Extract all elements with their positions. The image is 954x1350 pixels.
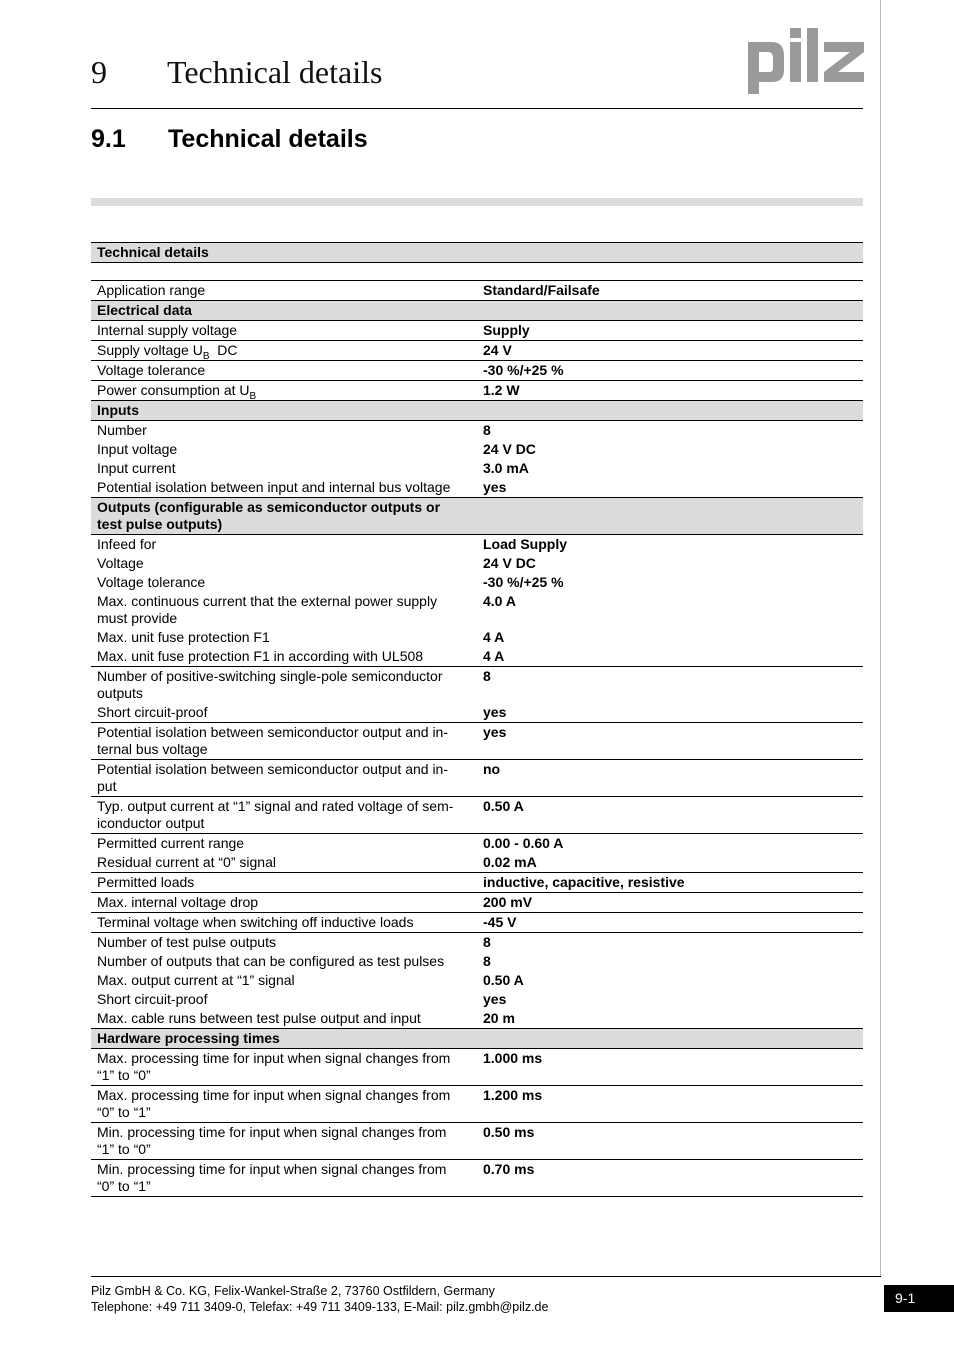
- row-label: Infeed for: [97, 536, 157, 552]
- row-label: [91, 1086, 477, 1123]
- technical-details-table: [91, 242, 863, 1197]
- row-value: -30 %/+25 %: [477, 361, 863, 381]
- row-value: Supply: [483, 322, 530, 338]
- table-row: [91, 760, 863, 797]
- table-row: [91, 592, 863, 628]
- row-value: 0.02 mA: [483, 854, 537, 870]
- footer-rule: [91, 1276, 881, 1277]
- section-divider-bar: [91, 198, 863, 206]
- row-value: 24 V DC: [483, 441, 536, 457]
- group-header-label: Electrical data: [91, 301, 863, 321]
- chapter-title: Technical details: [167, 54, 383, 90]
- table-row: [91, 281, 863, 301]
- table-row: [91, 990, 863, 1009]
- row-value: 4 A: [483, 648, 505, 664]
- label-line: “0” to “1”: [97, 1104, 151, 1120]
- table-row: [91, 628, 863, 647]
- row-label: Input voltage: [97, 441, 178, 457]
- row-value: 0.00 - 0.60 A: [477, 834, 863, 854]
- group-header-inputs: [91, 401, 863, 421]
- row-value: 24 V DC: [483, 555, 536, 571]
- row-value: 20 m: [483, 1010, 515, 1026]
- row-label: Max. unit fuse protection F1 in according with UL508: [97, 648, 424, 664]
- page-number: 9-1: [884, 1285, 954, 1312]
- table-row: [91, 440, 863, 459]
- row-value: 1.200 ms: [477, 1086, 863, 1123]
- section-number: 9.1: [91, 125, 126, 153]
- header-line: Outputs (configurable as semiconductor outputs or: [97, 499, 441, 515]
- table-row: [91, 459, 863, 478]
- table-row: [91, 797, 863, 834]
- row-value: Load Supply: [483, 536, 567, 552]
- row-value: 0.50 A: [483, 972, 524, 988]
- row-label: Short circuit-proof: [97, 991, 208, 1007]
- row-label: Permitted current range: [91, 834, 477, 854]
- row-label: Max. unit fuse protection F1: [97, 629, 270, 645]
- table-row: [91, 1049, 863, 1086]
- row-label: Potential isolation between input and internal bus voltage: [97, 479, 451, 495]
- table-row: [91, 933, 863, 953]
- table-row: [91, 1086, 863, 1123]
- table-row: [91, 341, 863, 361]
- row-label: Terminal voltage when switching off inductive loads: [91, 913, 477, 933]
- row-value: 8: [477, 933, 863, 953]
- group-header-label: [91, 498, 477, 535]
- table-row: [91, 1009, 863, 1029]
- table-row: [91, 913, 863, 933]
- label-suffix: DC: [209, 342, 238, 358]
- spacer-row: [91, 263, 863, 281]
- table-row: [91, 703, 863, 723]
- row-value: 1.2 W: [477, 381, 863, 401]
- row-value: inductive, capacitive, resistive: [477, 873, 863, 893]
- row-value: 4.0 A: [483, 593, 516, 609]
- row-value: 8: [483, 422, 491, 438]
- table-row: [91, 321, 863, 341]
- group-header-label: Inputs: [91, 401, 863, 421]
- row-label: Voltage: [97, 555, 144, 571]
- row-label: [91, 797, 477, 834]
- footer-address: Pilz GmbH & Co. KG, Felix-Wankel-Straße 2, 73760 Ostfildern, Germany: [91, 1284, 495, 1298]
- row-value: Standard/Failsafe: [477, 281, 863, 301]
- row-label: [91, 667, 477, 704]
- table-row: [91, 952, 863, 971]
- row-label: [91, 592, 477, 628]
- label-line: “1” to “0”: [97, 1141, 151, 1157]
- table-row: [91, 1160, 863, 1197]
- label-line: outputs: [97, 685, 143, 701]
- table-row: [91, 478, 863, 498]
- row-value: 24 V: [477, 341, 863, 361]
- table-row: [91, 647, 863, 667]
- row-value: 1.000 ms: [483, 1050, 543, 1066]
- row-label: Number: [97, 422, 147, 438]
- table-row: [91, 361, 863, 381]
- row-label: Max. internal voltage drop: [91, 893, 477, 913]
- row-label: [91, 1123, 477, 1160]
- table-row: [91, 573, 863, 592]
- group-header-processing: [91, 1029, 863, 1049]
- footer: [91, 1283, 548, 1315]
- label-line: Max. processing time for input when signal changes from: [97, 1087, 451, 1103]
- header-blank: [477, 498, 863, 535]
- label-line: Typ. output current at “1” signal and rated voltage of sem-: [97, 798, 454, 814]
- pilz-logo: [746, 28, 866, 96]
- label-line: Potential isolation between semiconductor output and in-: [97, 724, 448, 740]
- label-line: Potential isolation between semiconductor output and in-: [97, 761, 448, 777]
- table-title-row: [91, 243, 863, 263]
- table-row: [91, 667, 863, 704]
- label-line: ternal bus voltage: [97, 741, 208, 757]
- row-value: yes: [477, 723, 863, 760]
- label-line: Number of positive-switching single-pole semiconductor: [97, 668, 443, 684]
- row-value: yes: [483, 704, 507, 720]
- row-label: Internal supply voltage: [97, 322, 238, 338]
- row-value: 0.50 ms: [477, 1123, 863, 1160]
- page-margin-rule: [880, 0, 881, 1276]
- label-line: Min. processing time for input when signal changes from: [97, 1124, 447, 1140]
- row-label: Number of outputs that can be configured as test pulses: [97, 953, 445, 969]
- table-row: [91, 1123, 863, 1160]
- table-row: [91, 834, 863, 854]
- label-line: Min. processing time for input when signal changes from: [97, 1161, 447, 1177]
- row-label: [91, 1160, 477, 1197]
- row-value: 0.70 ms: [477, 1160, 863, 1197]
- chapter-number: 9: [91, 54, 107, 90]
- section-heading: [91, 124, 368, 154]
- row-value: yes: [483, 991, 507, 1007]
- row-label: Number of test pulse outputs: [91, 933, 477, 953]
- label-line: put: [97, 778, 117, 794]
- section-title: Technical details: [168, 125, 368, 153]
- row-label: Max. cable runs between test pulse output and input: [97, 1010, 421, 1026]
- table-row: [91, 723, 863, 760]
- row-value: 4 A: [483, 629, 505, 645]
- label-text: Power consumption at U: [97, 382, 250, 398]
- row-value: -30 %/+25 %: [483, 574, 564, 590]
- row-value: -45 V: [477, 913, 863, 933]
- row-value: yes: [483, 479, 507, 495]
- table-row: [91, 554, 863, 573]
- table-row: [91, 535, 863, 555]
- row-value: 200 mV: [477, 893, 863, 913]
- row-label: [91, 760, 477, 797]
- row-value: no: [477, 760, 863, 797]
- row-label: [91, 1049, 477, 1086]
- header-line: test pulse outputs): [97, 516, 223, 532]
- label-line: iconductor output: [97, 815, 205, 831]
- row-label: [91, 381, 477, 401]
- table-row: [91, 873, 863, 893]
- table-row: [91, 971, 863, 990]
- group-header-outputs: [91, 498, 863, 535]
- label-line: must provide: [97, 610, 178, 626]
- label-subscript: B: [202, 350, 210, 362]
- row-value: 8: [483, 953, 491, 969]
- row-label: Input current: [97, 460, 176, 476]
- row-value: 8: [477, 667, 863, 704]
- table-row: [91, 421, 863, 441]
- row-label: Residual current at “0” signal: [97, 854, 276, 870]
- label-line: “1” to “0”: [97, 1067, 151, 1083]
- row-value: 3.0 mA: [483, 460, 529, 476]
- row-label: [91, 341, 477, 361]
- row-label: Short circuit-proof: [97, 704, 208, 720]
- table-row: [91, 853, 863, 873]
- header-rule: [91, 108, 863, 109]
- row-value: 0.50 A: [477, 797, 863, 834]
- label-line: “0” to “1”: [97, 1178, 151, 1194]
- label-line: Max. continuous current that the external power supply: [97, 593, 438, 609]
- row-label: Voltage tolerance: [91, 361, 477, 381]
- label-line: Max. processing time for input when signal changes from: [97, 1050, 451, 1066]
- group-header-electrical: [91, 301, 863, 321]
- row-label: [91, 723, 477, 760]
- group-header-label: Hardware processing times: [91, 1029, 863, 1049]
- table-row: [91, 381, 863, 401]
- label-subscript: B: [249, 390, 257, 402]
- table-title: Technical details: [91, 243, 863, 263]
- row-label: Voltage tolerance: [97, 574, 206, 590]
- row-label: Permitted loads: [91, 873, 477, 893]
- table-row: [91, 893, 863, 913]
- chapter-heading: [91, 52, 382, 92]
- footer-contact: Telephone: +49 711 3409-0, Telefax: +49 711 3409-133, E-Mail: pilz.gmbh@pilz.de: [91, 1300, 549, 1314]
- label-text: Supply voltage U: [97, 342, 203, 358]
- row-label: Max. output current at “1” signal: [97, 972, 295, 988]
- row-label: Application range: [91, 281, 477, 301]
